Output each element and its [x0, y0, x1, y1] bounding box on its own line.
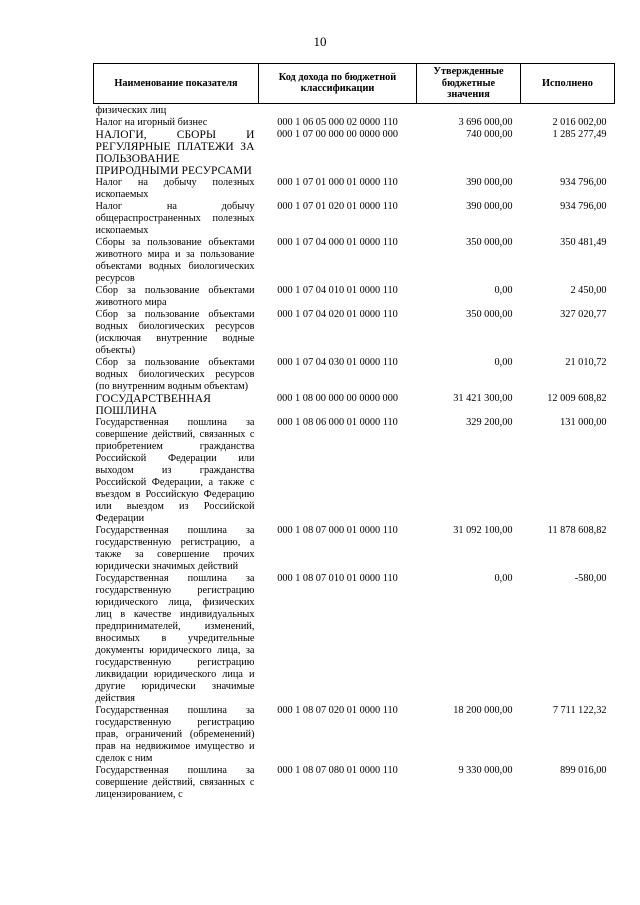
row-name: Сбор за пользование объектами водных биологических ресурсов (исключая внутренние водные объекты) [95, 308, 255, 356]
row-code: 000 1 08 07 080 01 0000 110 [277, 764, 398, 776]
row-name: физических лиц [95, 104, 167, 116]
table-row [94, 705, 615, 765]
row-approved: 0,00 [494, 572, 513, 584]
row-executed: 327 020,77 [560, 308, 607, 320]
row-approved: 350 000,00 [466, 236, 513, 248]
table-row [94, 309, 615, 357]
row-code: 000 1 07 04 000 01 0000 110 [277, 236, 398, 248]
row-code: 000 1 08 00 000 00 0000 000 [277, 392, 398, 404]
row-approved: 0,00 [494, 356, 513, 368]
header-code: Код дохода по бюджетной классификации [259, 64, 417, 104]
table-row [94, 357, 615, 393]
row-executed [521, 103, 615, 117]
row-approved: 740 000,00 [466, 128, 513, 140]
row-name: Государственная пошлина за совершение действий, связанных с приобретением гражданства Российской Федерации или выходом из гражданства Российской Федерации, а также с въездом в Российскую Федерацию или выездом из Российской Федерации [95, 416, 255, 524]
row-approved: 3 696 000,00 [458, 116, 513, 128]
row-name: Налог на игорный бизнес [95, 116, 208, 128]
row-executed: 350 481,49 [560, 236, 607, 248]
row-name: Государственная пошлина за государственную регистрацию юридического лица, физических лиц в качестве индивидуальных предпринимателей, изменений, вносимых в учредительные документы юридического лица, за государственную регистрацию ликвидации юридического лица и другие юридически значимые действия [95, 572, 255, 704]
row-code: 000 1 07 01 000 01 0000 110 [277, 176, 398, 188]
row-name: Государственная пошлина за совершение действий, связанных с лицензированием, с [95, 764, 255, 800]
row-code: 000 1 07 00 000 00 0000 000 [277, 128, 398, 140]
table-header-row [94, 64, 615, 104]
row-executed: 7 711 122,32 [552, 704, 607, 716]
row-executed: 899 016,00 [560, 764, 607, 776]
table-row [94, 525, 615, 573]
row-executed: 1 285 277,49 [552, 128, 607, 140]
row-approved [417, 103, 521, 117]
row-executed: 2 016 002,00 [552, 116, 607, 128]
row-name: Сборы за пользование объектами животного мира и за пользование объектами водных биологических ресурсов [95, 236, 255, 284]
row-approved: 9 330 000,00 [458, 764, 513, 776]
row-code: 000 1 07 04 030 01 0000 110 [277, 356, 398, 368]
table-row [94, 103, 615, 117]
row-name: Налог на добычу полезных ископаемых [95, 176, 255, 200]
row-code: 000 1 07 04 010 01 0000 110 [277, 284, 398, 296]
header-executed: Исполнено [521, 64, 615, 104]
table-row [94, 201, 615, 237]
table-row [94, 573, 615, 705]
table-row [94, 177, 615, 201]
row-executed: 12 009 608,82 [547, 392, 607, 404]
row-name: Государственная пошлина за государственную регистрацию прав, ограничений (обременений) прав на недвижимое имущество и сделок с ним [95, 704, 255, 764]
row-name: Сбор за пользование объектами животного мира [95, 284, 255, 308]
row-approved: 329 200,00 [466, 416, 513, 428]
row-name: ГОСУДАРСТВЕННАЯ ПОШЛИНА [95, 392, 211, 417]
row-approved: 390 000,00 [466, 200, 513, 212]
header-name: Наименование показателя [94, 64, 259, 104]
table-row [94, 765, 615, 801]
row-code: 000 1 08 06 000 01 0000 110 [277, 416, 398, 428]
row-executed: -580,00 [574, 572, 607, 584]
row-executed: 21 010,72 [565, 356, 607, 368]
row-approved: 18 200 000,00 [453, 704, 513, 716]
header-approved: Утвержденные бюджетные значения [417, 64, 521, 104]
row-approved: 350 000,00 [466, 308, 513, 320]
row-code: 000 1 08 07 000 01 0000 110 [277, 524, 398, 536]
row-approved: 31 421 300,00 [453, 392, 513, 404]
table-row [94, 129, 615, 177]
row-name: Государственная пошлина за государственную регистрацию, а также за совершение прочих юридически значимых действий [95, 524, 255, 572]
table-row [94, 237, 615, 285]
row-code: 000 1 07 04 020 01 0000 110 [277, 308, 398, 320]
row-executed: 934 796,00 [560, 200, 607, 212]
row-executed: 2 450,00 [570, 284, 607, 296]
row-approved: 0,00 [494, 284, 513, 296]
row-executed: 131 000,00 [560, 416, 607, 428]
table-row [94, 417, 615, 525]
row-code [259, 103, 417, 117]
row-approved: 31 092 100,00 [453, 524, 513, 536]
row-name: Сбор за пользование объектами водных биологических ресурсов (по внутренним водным объектам) [95, 356, 255, 392]
budget-table [93, 63, 615, 801]
row-name: НАЛОГИ, СБОРЫ И РЕГУЛЯРНЫЕ ПЛАТЕЖИ ЗА ПОЛЬЗОВАНИЕ ПРИРОДНЫМИ РЕСУРСАМИ [95, 128, 255, 177]
row-name: Налог на добычу общераспространенных полезных ископаемых [95, 200, 255, 236]
row-code: 000 1 06 05 000 02 0000 110 [277, 116, 398, 128]
table-row [94, 285, 615, 309]
row-approved: 390 000,00 [466, 176, 513, 188]
row-executed: 11 878 608,82 [547, 524, 607, 536]
row-code: 000 1 08 07 020 01 0000 110 [277, 704, 398, 716]
row-executed: 934 796,00 [560, 176, 607, 188]
table-row [94, 393, 615, 417]
row-code: 000 1 07 01 020 01 0000 110 [277, 200, 398, 212]
row-code: 000 1 08 07 010 01 0000 110 [277, 572, 398, 584]
page-number: 10 [313, 34, 327, 49]
table-row [94, 117, 615, 129]
